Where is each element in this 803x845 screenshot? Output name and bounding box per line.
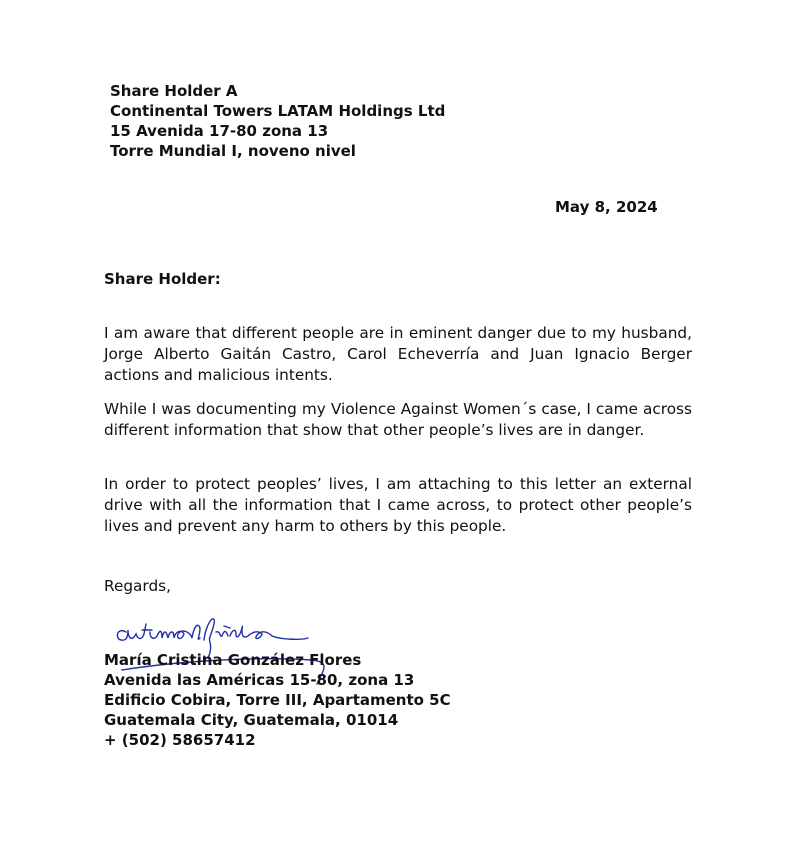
recipient-address-block — [110, 81, 445, 161]
closing: Regards, — [104, 577, 171, 595]
sender-phone: + (502) 58657412 — [104, 731, 256, 749]
body-paragraph: While I was documenting my Violence Against Women´s case, I came across different information that show that other people’s lives are in danger. — [104, 400, 692, 439]
letter-date: May 8, 2024 — [555, 198, 658, 216]
sender-name: María Cristina González Flores — [104, 651, 362, 669]
sender-address-line1: Avenida las Américas 15-80, zona 13 — [104, 671, 415, 689]
sender-address-line2: Edificio Cobira, Torre III, Apartamento 5C — [104, 691, 451, 709]
recipient-name: Share Holder A — [110, 82, 238, 100]
body-paragraph: I am aware that different people are in eminent danger due to my husband, Jorge Alberto Gaitán Castro, Carol Echeverría and Juan Ignacio Berger actions and malicious intents. — [104, 324, 692, 384]
recipient-building: Torre Mundial I, noveno nivel — [110, 142, 356, 160]
recipient-company: Continental Towers LATAM Holdings Ltd — [110, 102, 446, 120]
body-paragraph: In order to protect peoples’ lives, I am attaching to this letter an external drive with all the information that I came across, to protect other people’s lives and prevent any harm to others by this people. — [104, 475, 692, 535]
sender-block — [104, 650, 451, 750]
sender-city: Guatemala City, Guatemala, 01014 — [104, 711, 399, 729]
salutation: Share Holder: — [104, 270, 221, 288]
recipient-street: 15 Avenida 17-80 zona 13 — [110, 122, 329, 140]
